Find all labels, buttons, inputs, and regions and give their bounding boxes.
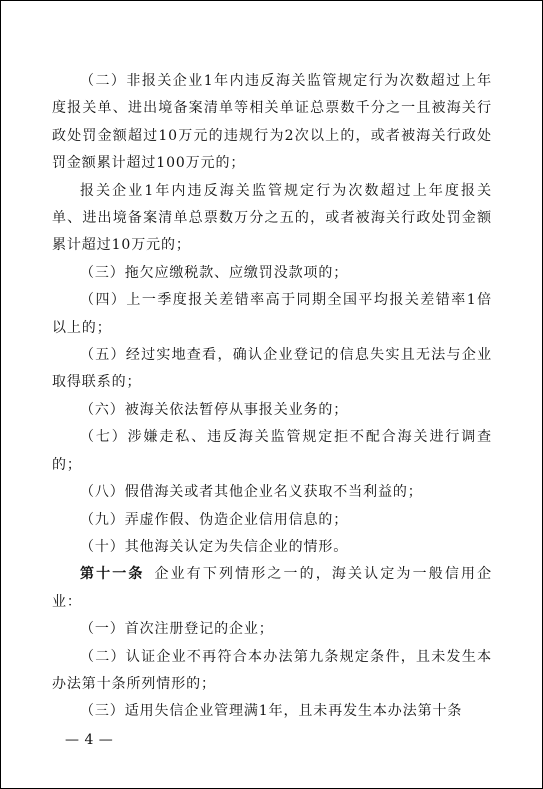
clause-paragraph — [52, 534, 492, 561]
clause-paragraph — [52, 616, 492, 643]
paragraph-text: （八）假借海关或者其他企业名义获取不当利益的； — [80, 484, 423, 501]
paragraph-text: （三）拖欠应缴税款、应缴罚没款项的； — [80, 264, 349, 281]
paragraph-text: （九）弄虚作假、伪造企业信用信息的； — [80, 511, 349, 528]
clause-paragraph — [52, 644, 492, 699]
paragraph-text: （五）经过实地查看，确认企业登记的信息失实且无法与企业取得联系的； — [52, 347, 492, 391]
clause-paragraph — [52, 287, 492, 342]
clause-paragraph — [52, 479, 492, 506]
paragraph-text: （七）涉嫌走私、违反海关监管规定拒不配合海关进行调查的； — [52, 429, 492, 473]
clause-paragraph — [52, 397, 492, 424]
clause-paragraph — [52, 260, 492, 287]
paragraph-text: （三）适用失信企业管理满1年，且未再发生本办法第十条 — [80, 703, 463, 720]
paragraph-text: 报关企业1年内违反海关监管规定行为次数超过上年度报关单、进出境备案清单总票数万分之五的，或者被海关行政处罚金额累计超过10万元的； — [52, 182, 492, 254]
paragraph-text: （二）认证企业不再符合本办法第九条规定条件，且未发生本办法第十条所列情形的； — [52, 648, 492, 692]
clause-paragraph — [52, 68, 492, 178]
paragraph-text: 企业有下列情形之一的，海关认定为一般信用企业： — [52, 566, 492, 610]
page-number: — 4 — — [65, 732, 114, 748]
clause-paragraph — [52, 342, 492, 397]
clause-paragraph — [52, 178, 492, 260]
article-paragraph — [52, 561, 492, 616]
document-body — [52, 68, 492, 726]
paragraph-text: （十）其他海关认定为失信企业的情形。 — [80, 538, 349, 555]
clause-paragraph — [52, 698, 492, 725]
paragraph-text: （一）首次注册登记的企业； — [80, 621, 274, 638]
paragraph-text: （四）上一季度报关差错率高于同期全国平均报关差错率1倍以上的； — [52, 292, 492, 336]
paragraph-text: （二）非报关企业1年内违反海关监管规定行为次数超过上年度报关单、进出境备案清单等相关单证总票数千分之一且被海关行政处罚金额超过10万元的违规行为2次以上的，或者被海关行政处罚金额累计超过100万元的； — [52, 73, 492, 172]
clause-paragraph — [52, 507, 492, 534]
paragraph-text: （六）被海关依法暂停从事报关业务的； — [80, 401, 349, 418]
article-heading: 第十一条 — [80, 566, 145, 583]
clause-paragraph — [52, 424, 492, 479]
